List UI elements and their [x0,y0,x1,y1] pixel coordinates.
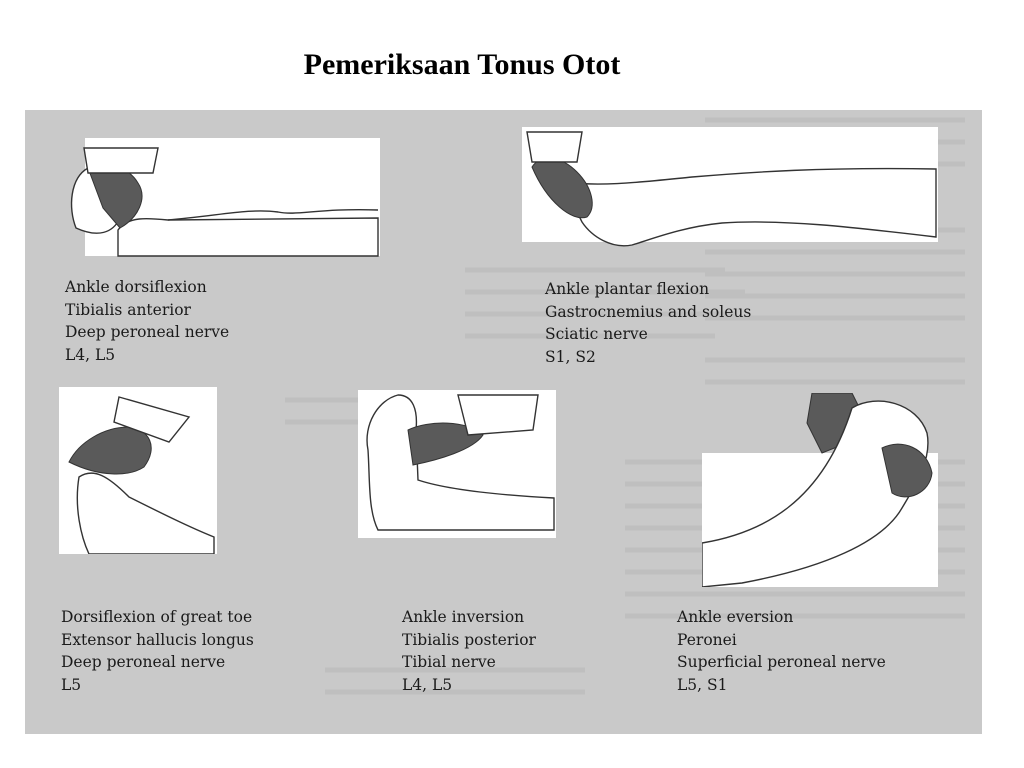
ankle-dorsiflexion-caption [65,276,229,366]
caption-movement: Ankle dorsiflexion [65,278,207,296]
caption-muscle: Tibialis anterior [65,300,191,319]
ankle-plantar-flexion-panel [522,127,938,249]
ankle-eversion-panel [702,393,938,587]
caption-nerve: Deep peroneal nerve [61,653,226,671]
caption-nerve: Sciatic nerve [545,325,648,343]
great-toe-dorsiflexion-panel [59,387,217,554]
caption-root: S1, S2 [545,347,596,366]
caption-root: L5 [61,675,82,694]
slide-title: Pemeriksaan Tonus Otot [303,48,621,81]
great-toe-dorsiflexion-caption [61,606,254,696]
caption-movement: Ankle inversion [402,608,525,626]
caption-movement: Ankle plantar flexion [545,280,710,298]
caption-nerve: Superficial peroneal nerve [677,653,886,671]
scanned-figure [25,110,982,734]
ankle-inversion-caption [402,606,536,696]
caption-nerve: Deep peroneal nerve [65,323,230,341]
caption-muscle: Tibialis posterior [402,630,536,649]
ankle-inversion-panel [358,390,556,538]
caption-muscle: Peronei [677,630,737,649]
caption-muscle: Extensor hallucis longus [61,630,254,649]
caption-movement: Ankle eversion [677,608,794,626]
ankle-dorsiflexion-panel [58,138,380,260]
caption-muscle: Gastrocnemius and soleus [545,302,752,321]
ankle-eversion-illustration [702,393,938,587]
caption-root: L5, S1 [677,675,728,694]
caption-root: L4, L5 [402,675,453,694]
caption-movement: Dorsiflexion of great toe [61,608,253,626]
caption-nerve: Tibial nerve [402,653,496,671]
ankle-plantar-flexion-illustration [522,127,938,249]
great-toe-dorsiflexion-illustration [59,387,217,554]
ankle-inversion-illustration [358,390,556,538]
ankle-eversion-caption [677,606,886,696]
ankle-plantar-flexion-caption [545,278,751,368]
caption-root: L4, L5 [65,345,116,364]
ankle-dorsiflexion-illustration [58,138,380,260]
